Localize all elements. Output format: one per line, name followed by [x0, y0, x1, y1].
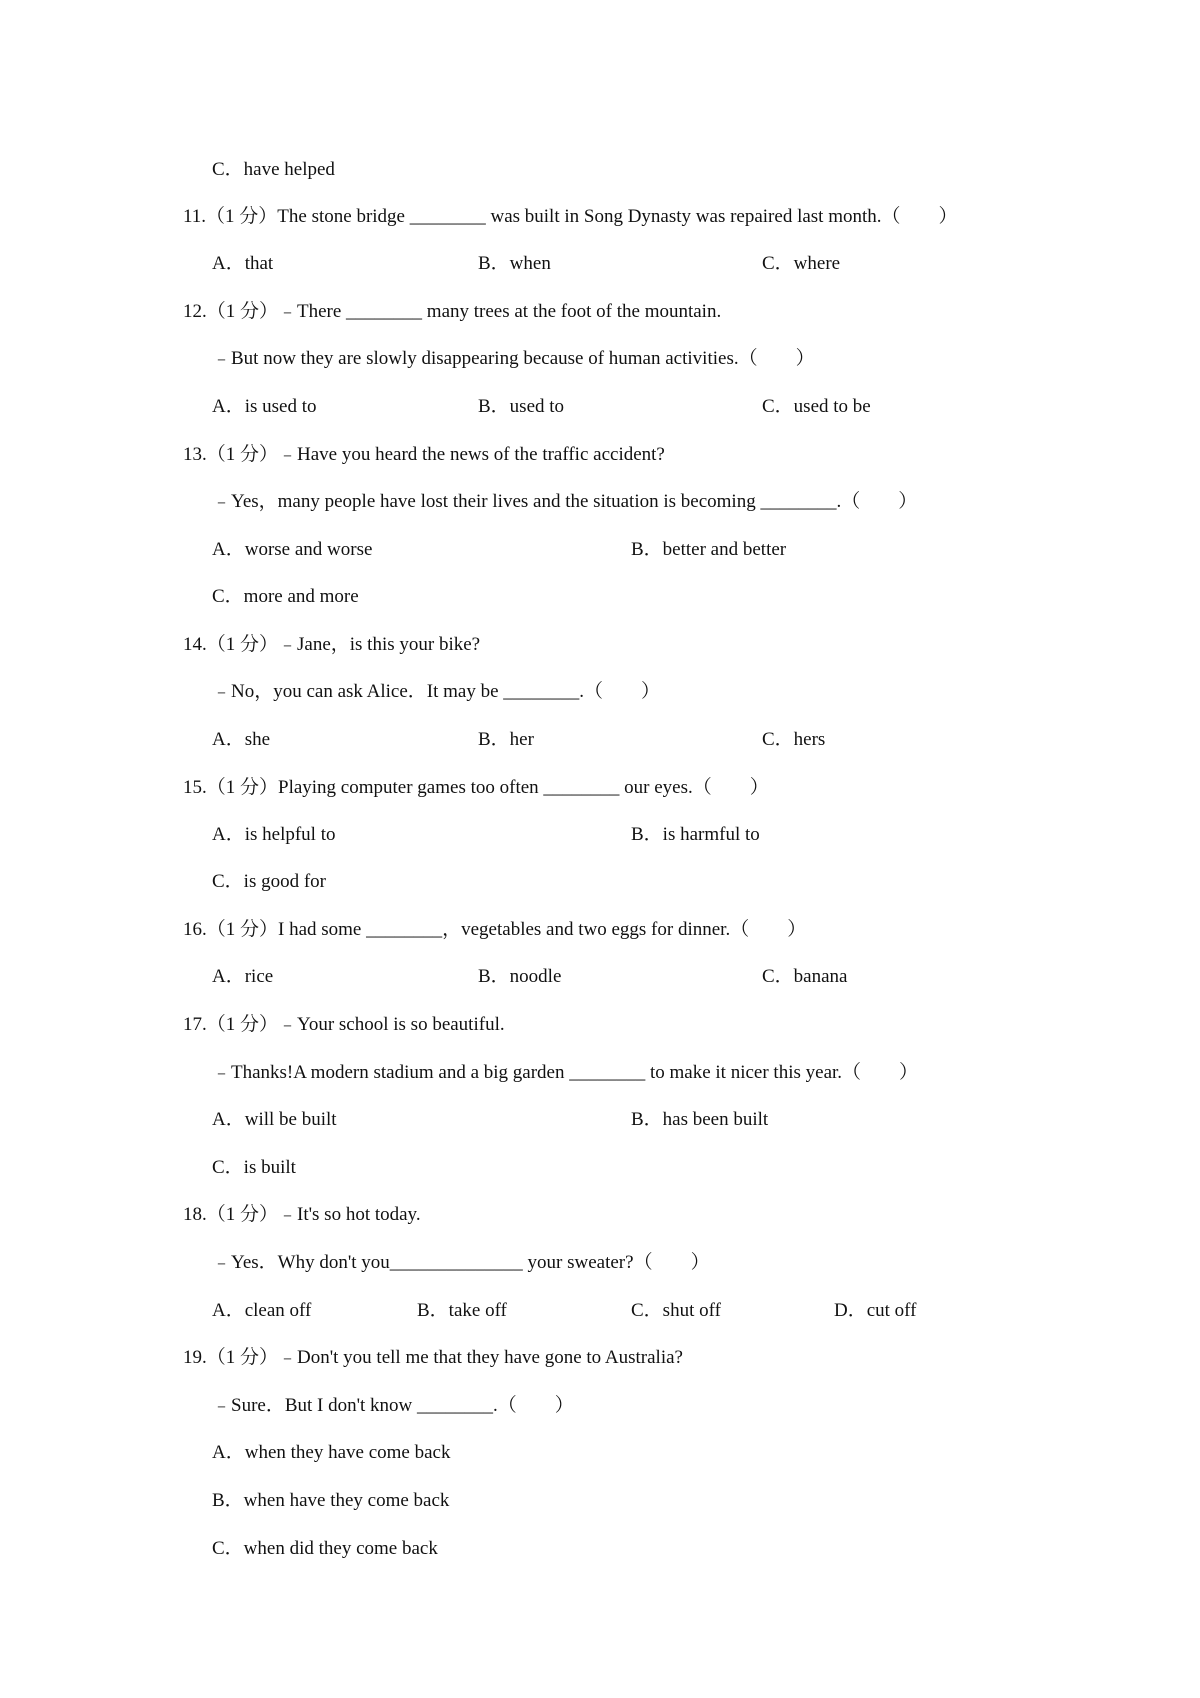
- question-11: 11.（1 分）The stone bridge ________ was built in Song Dynasty was repaired last month.（ ）: [183, 206, 958, 227]
- q14-option-b: B．her: [478, 729, 534, 750]
- q13-option-b: B．better and better: [631, 539, 787, 560]
- q15-option-b: B．is harmful to: [631, 824, 760, 845]
- q16-option-a: A．rice: [212, 966, 274, 987]
- q16-option-b: B．noodle: [478, 966, 562, 987]
- q11-option-a: A．that: [212, 253, 274, 274]
- question-19: 19.（1 分）﹣Don't you tell me that they have gone to Australia?: [183, 1347, 683, 1368]
- question-12-reply: ﹣But now they are slowly disappearing because of human activities.（ ）: [212, 348, 815, 369]
- q14-option-c: C．hers: [762, 729, 826, 750]
- question-17: 17.（1 分）﹣Your school is so beautiful.: [183, 1014, 505, 1035]
- q11-option-b: B．when: [478, 253, 551, 274]
- question-14: 14.（1 分）﹣Jane，is this your bike?: [183, 634, 481, 655]
- q11-option-c: C．where: [762, 253, 841, 274]
- q19-option-b: B．when have they come back: [212, 1490, 450, 1511]
- question-13: 13.（1 分）﹣Have you heard the news of the traffic accident?: [183, 444, 665, 465]
- q12-option-c: C．used to be: [762, 396, 871, 417]
- q18-option-b: B．take off: [417, 1300, 507, 1321]
- q16-option-c: C．banana: [762, 966, 848, 987]
- q18-option-c: C．shut off: [631, 1300, 721, 1321]
- q12-option-b: B．used to: [478, 396, 565, 417]
- q19-option-c: C．when did they come back: [212, 1538, 438, 1559]
- q15-option-a: A．is helpful to: [212, 824, 336, 845]
- q13-option-a: A．worse and worse: [212, 539, 373, 560]
- question-15: 15.（1 分）Playing computer games too often ________ our eyes.（ ）: [183, 777, 769, 798]
- q17-option-b: B．has been built: [631, 1109, 769, 1130]
- question-18: 18.（1 分）﹣It's so hot today.: [183, 1204, 421, 1225]
- q19-option-a: A．when they have come back: [212, 1442, 451, 1463]
- q12-option-a: A．is used to: [212, 396, 317, 417]
- question-19-reply: ﹣Sure．But I don't know ________.（ ）: [212, 1395, 574, 1416]
- q15-option-c: C．is good for: [212, 871, 327, 892]
- q17-option-c: C．is built: [212, 1157, 296, 1178]
- q10-option-c: C．have helped: [212, 159, 335, 180]
- q17-option-a: A．will be built: [212, 1109, 337, 1130]
- question-17-reply: ﹣Thanks!A modern stadium and a big garden ________ to make it nicer this year.（ ）: [212, 1062, 919, 1083]
- q13-option-c: C．more and more: [212, 586, 359, 607]
- question-13-reply: ﹣Yes，many people have lost their lives and the situation is becoming ________.（ ）: [212, 491, 918, 512]
- q18-option-a: A．clean off: [212, 1300, 312, 1321]
- question-14-reply: ﹣No，you can ask Alice．It may be ________.（ ）: [212, 681, 661, 702]
- question-12: 12.（1 分）﹣There ________ many trees at the foot of the mountain.: [183, 301, 722, 322]
- q18-option-d: D．cut off: [834, 1300, 917, 1321]
- question-16: 16.（1 分）I had some ________，vegetables and two eggs for dinner.（ ）: [183, 919, 807, 940]
- q14-option-a: A．she: [212, 729, 271, 750]
- question-18-reply: ﹣Yes．Why don't you______________ your sweater?（ ）: [212, 1252, 710, 1273]
